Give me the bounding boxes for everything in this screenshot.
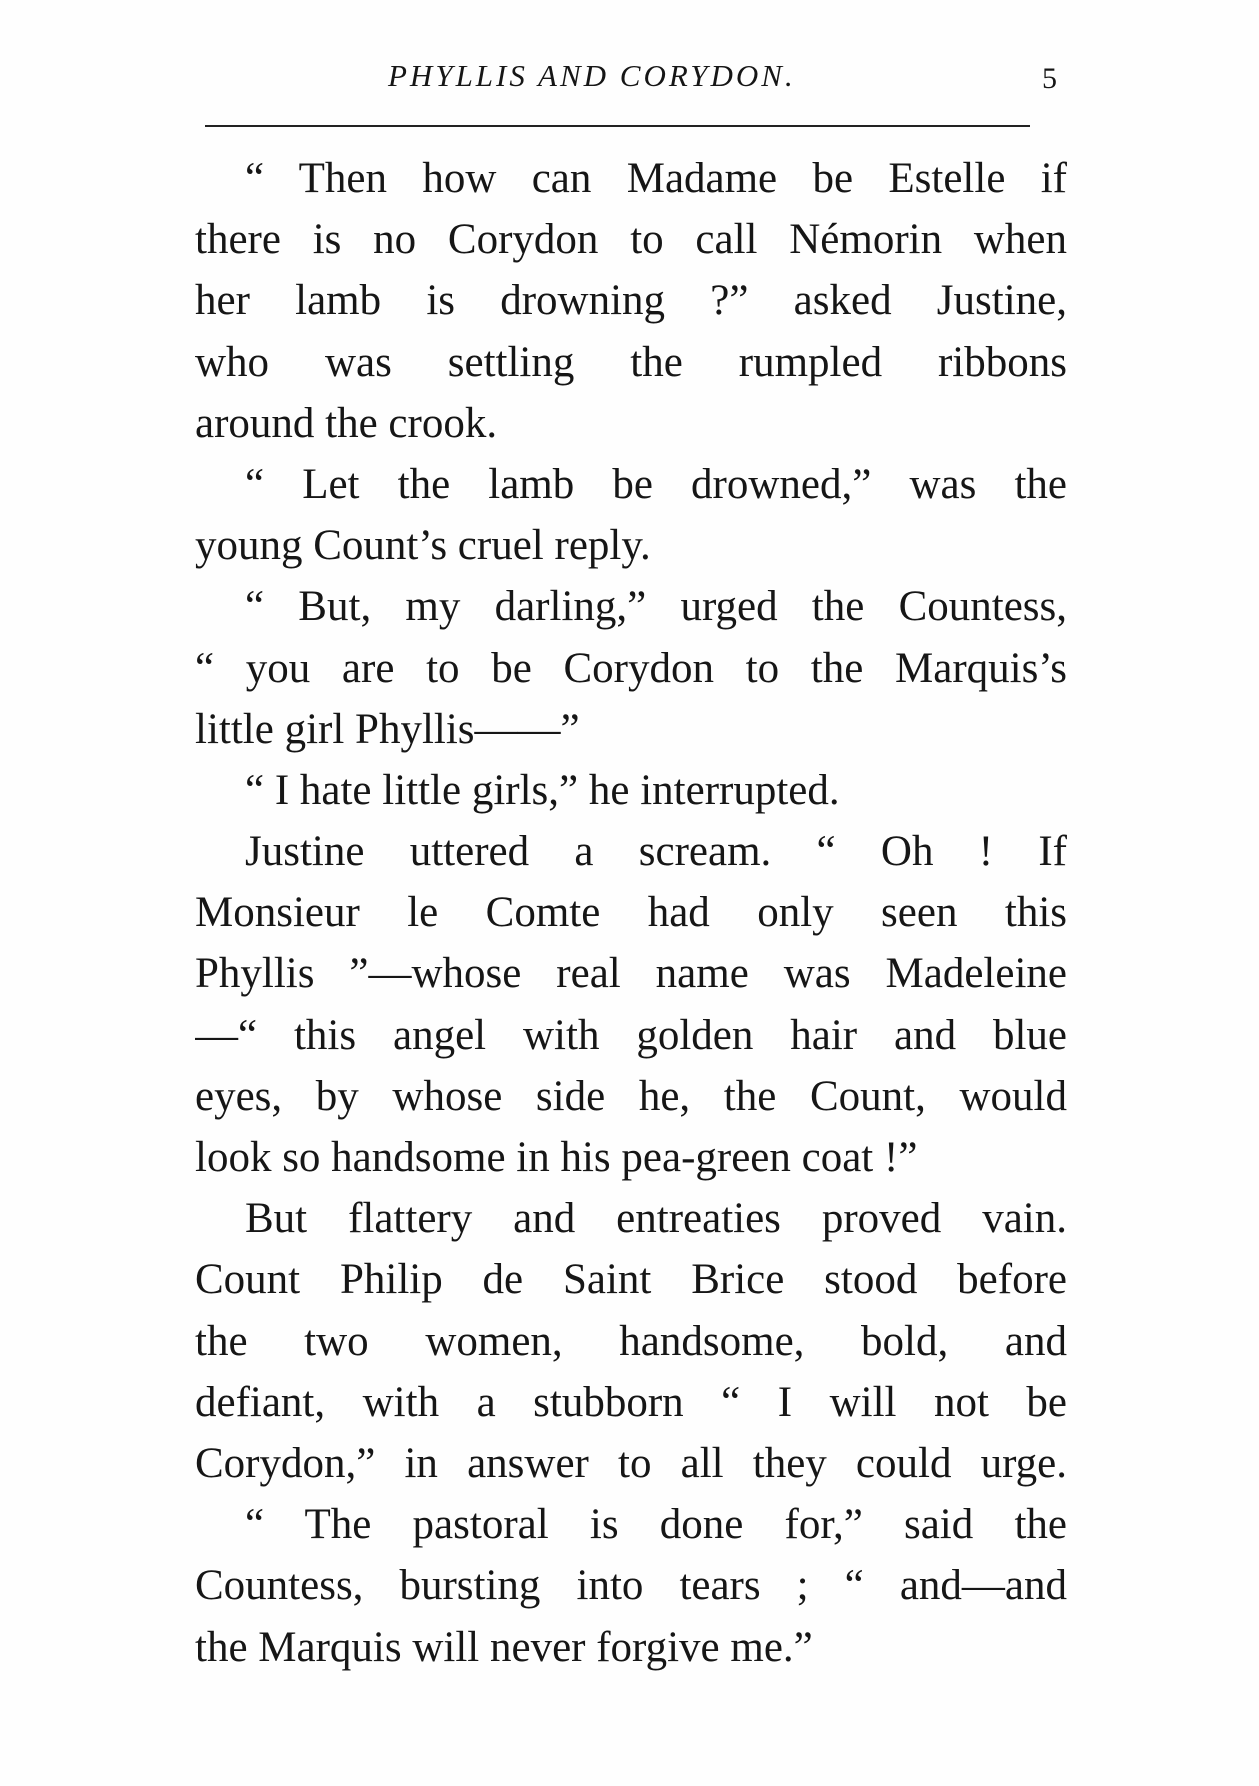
text-line: Phyllis ”—whose real name was Madeleine xyxy=(195,950,1067,998)
text-line: Count Philip de Saint Brice stood before xyxy=(195,1256,1067,1304)
text-line: “ The pastoral is done for,” said the xyxy=(245,1501,1067,1549)
header-rule xyxy=(205,125,1030,127)
text-line: Justine uttered a scream. “ Oh ! If xyxy=(245,828,1067,876)
text-line: eyes, by whose side he, the Count, would xyxy=(195,1072,1067,1120)
text-line: Corydon,” in answer to all they could urge. xyxy=(195,1439,1067,1487)
text-line: But flattery and entreaties proved vain. xyxy=(245,1195,1067,1243)
text-line: young Count’s cruel reply. xyxy=(195,522,651,570)
text-line: Countess, bursting into tears ; “ and—and xyxy=(195,1562,1067,1610)
text-line: the Marquis will never forgive me.” xyxy=(195,1623,813,1671)
text-line: —“ this angel with golden hair and blue xyxy=(195,1011,1067,1059)
text-line: the two women, handsome, bold, and xyxy=(195,1317,1067,1365)
text-line: her lamb is drowning ?” asked Justine, xyxy=(195,277,1067,325)
running-title: PHYLLIS AND CORYDON. xyxy=(388,58,796,93)
text-line: “ you are to be Corydon to the Marquis’s xyxy=(195,644,1067,692)
text-line: little girl Phyllis——” xyxy=(195,705,580,753)
text-line: around the crook. xyxy=(195,399,498,447)
body-text xyxy=(195,148,1067,1678)
text-line: Monsieur le Comte had only seen this xyxy=(195,889,1067,937)
page-number: 5 xyxy=(1042,62,1057,95)
text-line: defiant, with a stubborn “ I will not be xyxy=(195,1378,1067,1426)
text-line: “ I hate little girls,” he interrupted. xyxy=(245,766,840,814)
text-line: there is no Corydon to call Némorin when xyxy=(195,216,1067,264)
text-line: “ Then how can Madame be Estelle if xyxy=(245,155,1067,202)
running-head xyxy=(0,58,1259,108)
text-line: who was settling the rumpled ribbons xyxy=(195,338,1067,386)
text-line: “ But, my darling,” urged the Countess, xyxy=(245,583,1067,631)
text-line: look so handsome in his pea-green coat !” xyxy=(195,1134,918,1181)
text-line: “ Let the lamb be drowned,” was the xyxy=(245,460,1067,508)
